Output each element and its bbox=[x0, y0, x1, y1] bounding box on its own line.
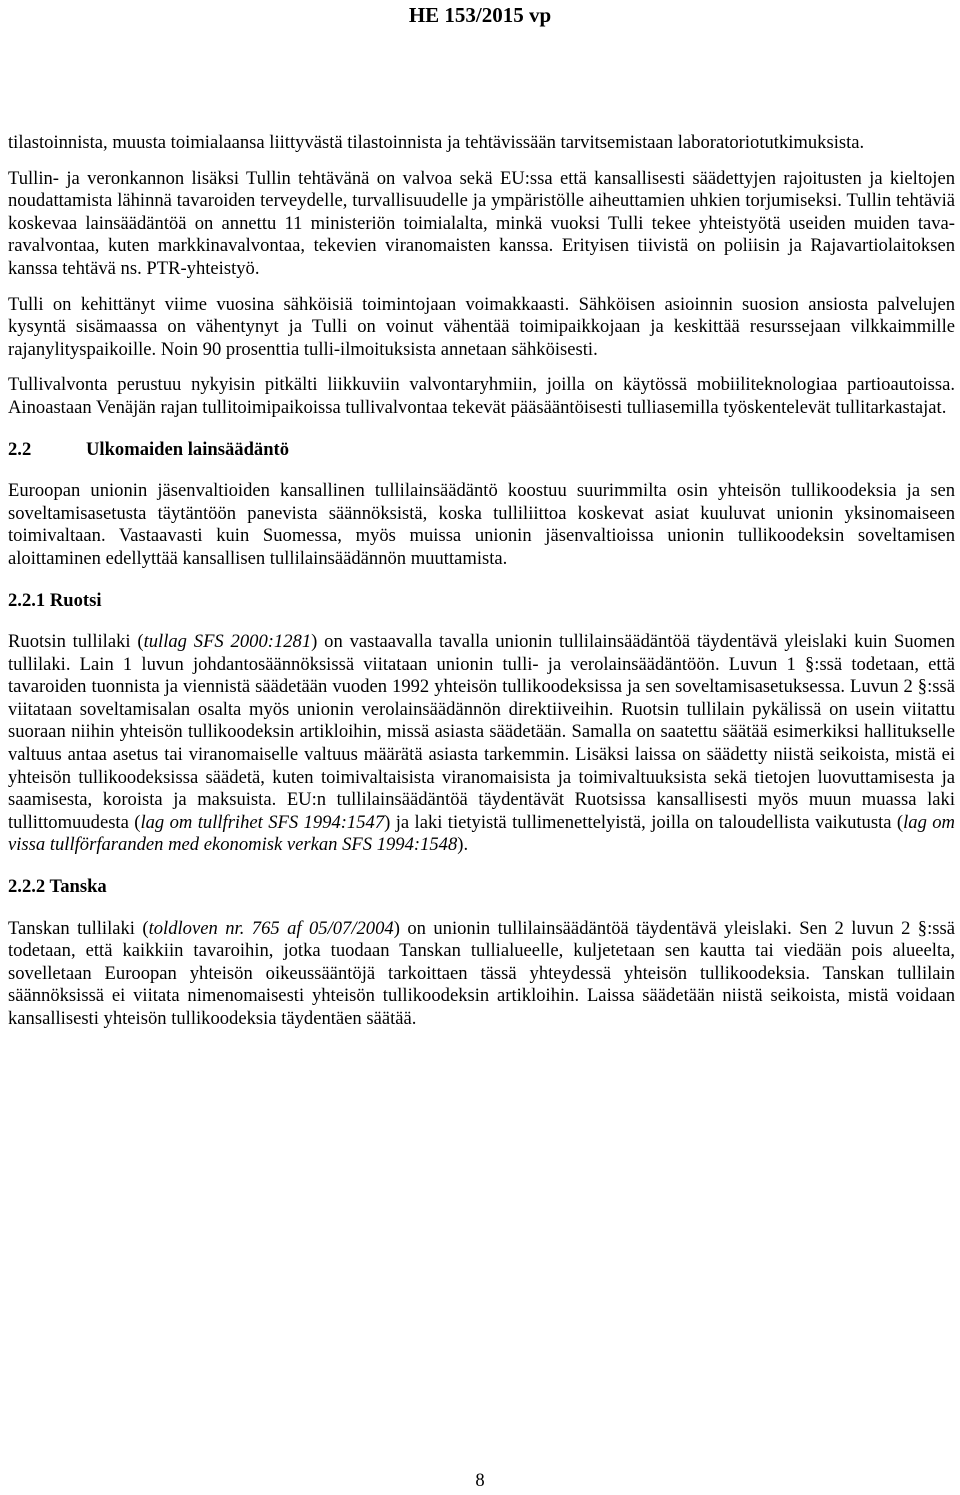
paragraph: Tullin- ja veronkannon lisäksi Tullin tehtävänä on valvoa sekä EU:ssa että kansallisesti säädettyjen rajoitusten ja kieltojen noudattamista lähinnä tavaroiden terveydelle, turvallisuudelle ja ympäristölle aiheuttamien uhkien torjumiseksi. Tullin tehtäviä koskevaa lainsäädäntöä on annettu 11 ministeriön toimialalta, minkä vuoksi Tulli tekee yhteistyötä useiden muiden tavaravalvontaa, kuten markkinavalvontaa, tekevien viranomaisten kanssa. Erityisen tiivistä on poliisin ja Rajavartiolaitoksen kanssa tehtävä ns. PTR-yhteistyö. bbox=[8, 167, 955, 279]
section-title: Ulkomaiden lainsäädäntö bbox=[86, 438, 290, 460]
paragraph: tilastoinnista, muusta toimialaansa liittyvästä tilastoinnista ja tehtävissään tarvitsemistaan laboratoriotutkimuksista. bbox=[8, 132, 865, 153]
text-run: ). bbox=[457, 834, 469, 856]
section-heading-2-2 bbox=[8, 439, 955, 462]
page-number: 8 bbox=[475, 1470, 485, 1491]
document-body bbox=[8, 132, 955, 1031]
text-run: ) ja laki tietyistä tullimenettelyistä, joilla on taloudellista vaikutusta ( bbox=[384, 811, 904, 833]
section-heading-2-2-2: 2.2.2 Tanska bbox=[8, 876, 107, 898]
paragraph-tanska bbox=[8, 918, 955, 1031]
paragraph: Tulli on kehittänyt viime vuosina sähköisiä toimintojaan voimakkaasti. Sähköisen asioinnin suosion ansiosta palvelujen kysyntä sisämaassa on vähentynyt ja Tulli on voinut vähentää toimipaikkojaan ja keskittää resurssejaan vilkkaimmille rajanylityspaikoille. Noin 90 prosenttia tulli-ilmoituksista annetaan sähköisesti. bbox=[8, 293, 955, 360]
citation: toldloven nr. 765 af 05/07/2004 bbox=[148, 917, 394, 939]
paragraph: Euroopan unionin jäsenvaltioiden kansallinen tullilainsäädäntö koostuu suurimmilta osin yhteisön tullikoodeksia ja sen soveltamisasetusta täytäntöön panevista säännöksistä, koska tulliliittoa koskevat asiat kuuluvat unionin yksinomaiseen toimivaltaan. Vastaavasti kuin Suomessa, myös muissa unionin jäsenvaltioissa unionin tullikoodeksin soveltamisen aloittaminen edellyttää kansallisen tullilainsäädännön muuttamista. bbox=[8, 480, 955, 569]
section-heading-2-2-1: 2.2.1 Ruotsi bbox=[8, 589, 102, 611]
section-number: 2.2 bbox=[8, 438, 32, 460]
page-header: HE 153/2015 vp bbox=[408, 3, 552, 27]
paragraph: Tullivalvonta perustuu nykyisin pitkälti liikkuviin valvontaryhmiin, joilla on käytössä mobiiliteknologiaa partioautoissa. Ainoastaan Venäjän rajan tullitoimipaikoissa tullivalvontaa tekevät pääsääntöisesti tulliasemilla työskentelevät tullitarkastajat. bbox=[8, 374, 955, 418]
citation: lag om tullfrihet SFS 1994:1547 bbox=[140, 811, 385, 833]
citation: tullag SFS 2000:1281 bbox=[143, 631, 312, 653]
text-run: ) on unionin tullilainsäädäntöä täydentävä yleislaki. Sen 2 luvun 2 §:ssä todetaan, että kaikkiin tavaroihin, jotka tuodaan Tanskan tullialueelle, kuljetetaan sen kautta tai viedään pois alueelta, sovelletaan Euroopan yhteisön oikeussääntöjä tarkoittaen tässä yhteydessä yhteisön tullikoodeksia. Tanskan tullilain säännöksissä ei viitata nimenomaisesti yhteisön tullikoodeksin artikloihin. Laissa säädetään niistä seikoista, mistä voidaan kansallisesti yhteisön tullikoodeksia täydentäen säätää. bbox=[8, 917, 955, 1029]
paragraph-ruotsi bbox=[8, 631, 955, 857]
text-run: Ruotsin tullilaki ( bbox=[8, 631, 144, 653]
text-run: ) on vastaavalla tavalla unionin tullilainsäädäntöä täydentävä yleislaki kuin Suomen tullilaki. Lain 1 luvun johdantosäännöksissä viitataan unionin tulli- ja verolainsäädäntöön. Luvun 1 §:ssä todetaan, että tavaroiden tuonnista ja viennistä säädetään vuoden 1992 yhteisön tullikoodeksissa ja sen soveltamisasetuksessa. Luvun 2 §:ssä viitataan soveltamisalan osalta myös unionin verolainsäädännön direktiiveihin. Ruotsin tullilain pykälissä on usein viitattu suoraan niihin yhteisön tullikoodeksin artikloihin, missä asiasta säädetään. Samalla on saatettu säätää esimerkiksi hallitukselle valtuus antaa asetus tai viranomaiselle valtuus määrätä asiasta tarkemmin. Lisäksi laissa on säädetty niistä seikoista, mistä ei yhteisön tullikoodeksissa säädetä, kuten toimivaltaisista viranomaisista ja toimivaltuuksista sekä tietojen luovuttamisesta ja saamisesta, koroista ja maksuista. EU:n tullilainsäädäntöä täydentävät Ruotsissa kansallisesti myös muun muassa laki tullittomuudesta ( bbox=[8, 631, 955, 833]
text-run: Tanskan tullilaki ( bbox=[8, 917, 149, 939]
citation: lag om vissa tullförfaranden med ekonomisk verkan SFS 1994:1548 bbox=[8, 811, 955, 856]
